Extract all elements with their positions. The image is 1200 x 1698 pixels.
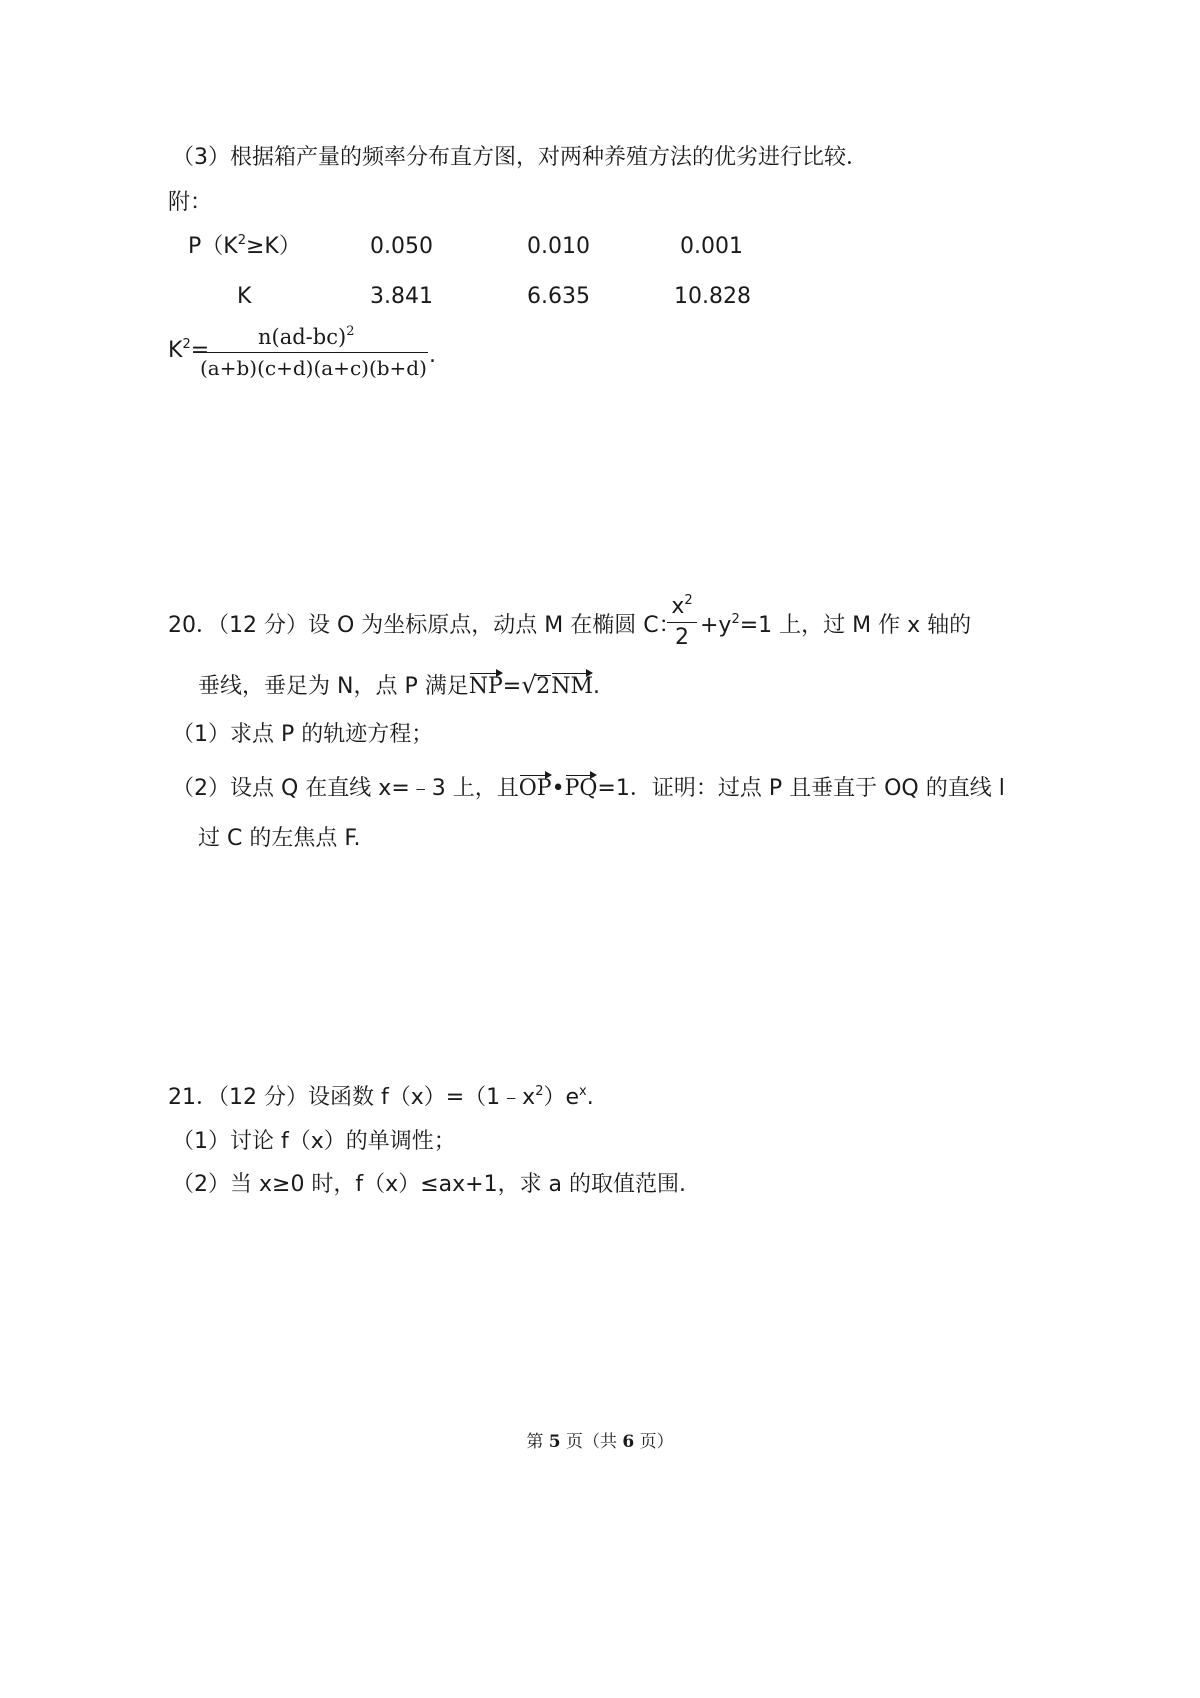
formula-numerator: $n(ad-bc)^2$	[258, 324, 355, 349]
q21-part1: （1）讨论 f（x）的单调性；	[172, 1129, 456, 1154]
table-cell: 10.828	[674, 284, 751, 309]
q19-part3: （3）根据箱产量的频率分布直方图，对两种养殖方法的优劣进行比较．	[172, 145, 868, 170]
formula-denominator: (a+b)(c+d)(a+c)(b+d)	[200, 356, 427, 380]
vector-op: OP	[518, 776, 552, 801]
q20-ellipse-fraction	[667, 593, 697, 650]
table-cell: 6.635	[527, 284, 590, 309]
page-number: 5	[548, 1432, 561, 1452]
vector-nm: NM	[551, 674, 593, 699]
vector-pq: PQ	[564, 776, 598, 801]
formula-lhs: $K^2=$	[168, 337, 210, 363]
q20-part2-line2: 过 C 的左焦点 F.	[198, 826, 361, 851]
q20-line2: 垂线，垂足为 N，点 P 满足NP=√ 2NM.	[198, 674, 600, 698]
q20-part2: （2）设点 Q 在直线 x=﹣3 上，且OP•PQ=1．证明：过点 P 且垂直于 OQ 的直线 l	[172, 776, 1005, 801]
sqrt-2: √ 2	[521, 675, 551, 698]
formula-fraction-bar	[200, 352, 428, 353]
appendix-label: 附：	[168, 190, 213, 215]
page-footer: 第 5 页（共 6 页）	[526, 1432, 674, 1452]
vector-np: NP	[468, 674, 503, 699]
total-pages: 6	[622, 1432, 635, 1452]
q21-part2: （2）当 x≥0 时，f（x）≤ax+1，求 a 的取值范围.	[172, 1172, 687, 1197]
fraction-numerator: $x^2$	[671, 593, 693, 619]
q20-line1-end: $+y^2=1$ 上，过 M 作 x 轴的	[700, 612, 972, 638]
formula-period: .	[429, 343, 436, 368]
table-row-probability-label: $P(K^2\ge K)$	[188, 233, 301, 259]
q20-line1: 20．（12 分）设 O 为坐标原点，动点 M 在椭圆 C：	[168, 613, 681, 638]
table-cell: 0.001	[680, 234, 743, 259]
q21-line1: 21．（12 分）设函数 $f(x)=(1﹣x^2)e^x$.	[168, 1084, 594, 1110]
table-row-k-label: K	[237, 284, 252, 309]
table-cell: 0.050	[370, 234, 433, 259]
table-cell: 0.010	[527, 234, 590, 259]
fraction-denominator: 2	[675, 625, 689, 650]
q20-part1: （1）求点 P 的轨迹方程；	[172, 722, 434, 747]
table-cell: 3.841	[370, 284, 433, 309]
